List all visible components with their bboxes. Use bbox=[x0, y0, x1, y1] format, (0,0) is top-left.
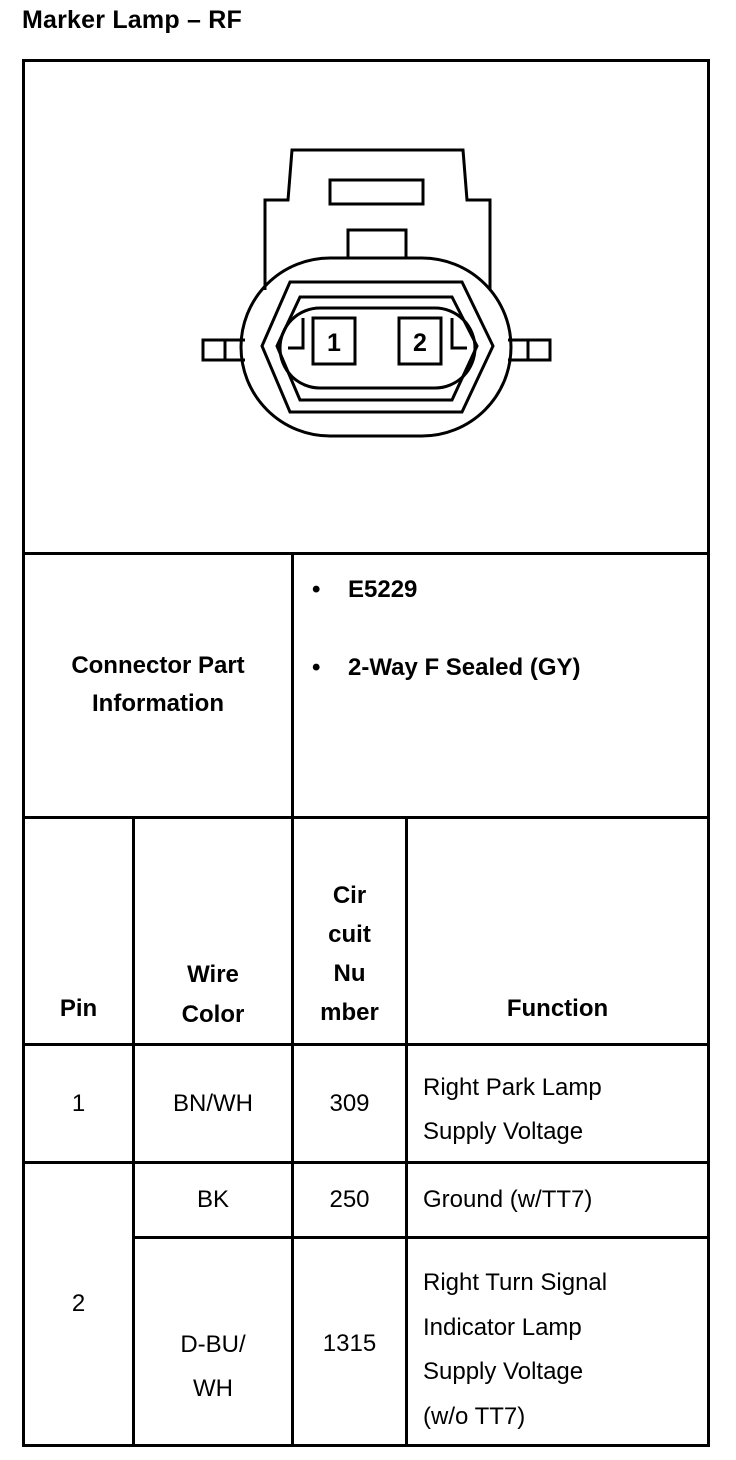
row2-pin: 2 bbox=[71, 1290, 86, 1317]
divider-partinfo bbox=[22, 816, 710, 819]
bullet-glyph: • bbox=[312, 576, 321, 603]
row2-function: Ground (w/TT7) bbox=[423, 1186, 593, 1213]
row3-function-line4: (w/o TT7) bbox=[423, 1402, 526, 1430]
pin-1-label: 1 bbox=[327, 329, 341, 357]
connector-description: 2-Way F Sealed (GY) bbox=[348, 654, 581, 681]
divider-row2 bbox=[133, 1236, 710, 1239]
row1-circuit: 309 bbox=[329, 1090, 370, 1117]
row3-function bbox=[423, 1261, 607, 1439]
part-info-bullet-2 bbox=[312, 654, 581, 682]
part-number: E5229 bbox=[348, 576, 418, 603]
header-circuit-line1: Cir bbox=[332, 882, 367, 909]
row2-wire-color: BK bbox=[196, 1186, 229, 1213]
pin-2-label: 2 bbox=[413, 329, 427, 357]
frame-bottom bbox=[22, 1444, 710, 1447]
col-divider-3 bbox=[405, 816, 408, 1447]
row3-circuit: 1315 bbox=[322, 1330, 377, 1357]
divider-header bbox=[22, 1043, 710, 1046]
divider-row1 bbox=[22, 1161, 710, 1164]
row3-function-line2: Indicator Lamp bbox=[423, 1313, 582, 1341]
row1-wire-color: BN/WH bbox=[173, 1090, 253, 1117]
header-wire-color-line2: Color bbox=[181, 1001, 245, 1028]
row2-circuit: 250 bbox=[329, 1186, 370, 1213]
row3-wire-color bbox=[135, 1323, 291, 1411]
part-info-label bbox=[25, 652, 291, 717]
header-wire-color-line1: Wire bbox=[187, 961, 239, 988]
header-pin: Pin bbox=[59, 995, 98, 1022]
part-info-bullet-1 bbox=[312, 576, 417, 604]
header-wire-color bbox=[135, 955, 291, 1035]
row1-function-line2: Supply Voltage bbox=[423, 1118, 584, 1145]
row1-pin: 1 bbox=[71, 1090, 86, 1117]
bullet-glyph: • bbox=[312, 654, 321, 681]
page-title: Marker Lamp – RF bbox=[22, 6, 242, 34]
header-circuit-line4: mber bbox=[320, 999, 379, 1026]
header-circuit-number bbox=[294, 876, 405, 1032]
part-info-label-line2: Information bbox=[92, 689, 224, 717]
row3-wire-color-line2: WH bbox=[193, 1375, 233, 1402]
header-circuit-line3: Nu bbox=[333, 960, 366, 987]
row1-function bbox=[423, 1066, 602, 1154]
part-info-label-line1: Connector Part bbox=[71, 652, 245, 679]
row3-function-line3: Supply Voltage bbox=[423, 1358, 584, 1385]
row3-wire-color-line1: D-BU/ bbox=[180, 1331, 246, 1358]
row3-function-line1: Right Turn Signal bbox=[423, 1269, 608, 1296]
row1-function-line1: Right Park Lamp bbox=[423, 1074, 602, 1101]
divider-partinfo-vertical bbox=[291, 552, 294, 819]
connector-diagram bbox=[0, 0, 736, 560]
header-function: Function bbox=[506, 995, 609, 1022]
header-circuit-line2: cuit bbox=[328, 921, 371, 948]
